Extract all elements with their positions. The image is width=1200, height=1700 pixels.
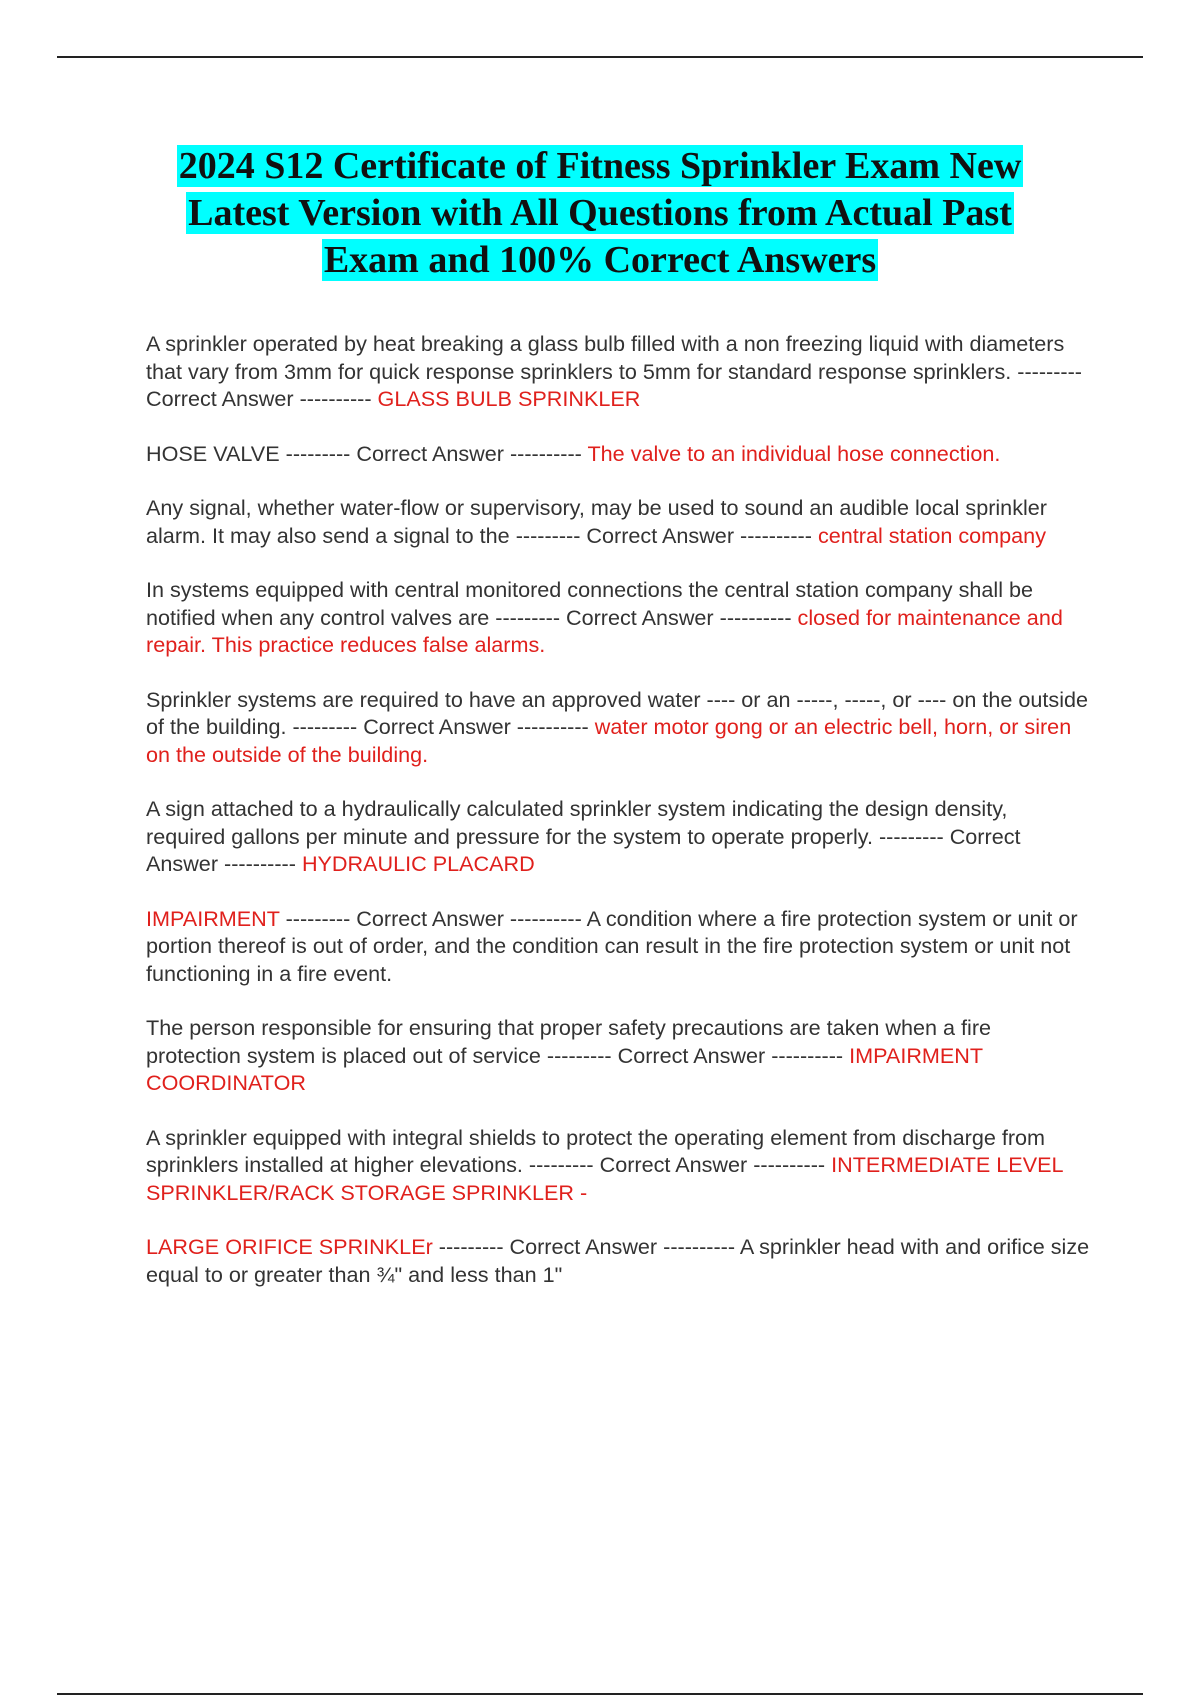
question-separator: --------- bbox=[528, 1152, 594, 1177]
question-text: A sign attached to a hydraulically calculated sprinkler system indicating the design density, required gallons per minute and pressure for the system to operate properly. bbox=[146, 796, 1008, 849]
correct-answer-label: Correct Answer bbox=[356, 440, 504, 466]
answer-separator: ---------- bbox=[753, 1152, 826, 1177]
title-highlight: 2024 S12 Certificate of Fitness Sprinkler Exam New Latest Version with All Questions from Actual Past Exam and 100% Correct Answers bbox=[178, 145, 1022, 281]
bottom-rule bbox=[57, 1693, 1143, 1695]
answer-separator: ---------- bbox=[740, 522, 812, 548]
qa-item bbox=[146, 494, 1090, 549]
answer-text: GLASS BULB SPRINKLER bbox=[377, 386, 641, 411]
question-text: HOSE VALVE bbox=[146, 440, 280, 466]
correct-answer-label: Correct Answer bbox=[566, 604, 714, 630]
answer-separator: ---------- bbox=[224, 851, 296, 876]
correct-answer-label: Correct Answer bbox=[586, 522, 735, 548]
qa-item bbox=[146, 1124, 1090, 1207]
answer-text: water motor gong or an electric bell, horn, or siren on the outside of the building. bbox=[146, 714, 1072, 767]
answer-separator: ---------- bbox=[509, 905, 582, 931]
question-separator: --------- bbox=[285, 440, 351, 466]
qa-item bbox=[146, 330, 1090, 413]
question-separator: --------- bbox=[292, 714, 358, 739]
answer-separator: ---------- bbox=[663, 1234, 736, 1259]
question-separator: --------- bbox=[438, 1234, 504, 1259]
answer-text: IMPAIRMENT COORDINATOR bbox=[146, 1042, 983, 1095]
question-text: Sprinkler systems are required to have an approved water ---- or an -----, -----, or ---- on the outside of the building. bbox=[146, 686, 1089, 739]
qa-item bbox=[146, 795, 1090, 878]
answer-text: INTERMEDIATE LEVEL SPRINKLER/RACK STORAGE SPRINKLER - bbox=[146, 1152, 1063, 1205]
correct-answer-label: Correct Answer bbox=[146, 386, 294, 411]
answer-text: HYDRAULIC PLACARD bbox=[301, 851, 535, 876]
correct-answer-label: Correct Answer bbox=[356, 905, 504, 931]
question-separator: --------- bbox=[1017, 358, 1082, 384]
top-rule bbox=[57, 56, 1143, 58]
question-separator: --------- bbox=[285, 905, 351, 931]
qa-item bbox=[146, 1014, 1090, 1097]
correct-answer-label: Correct Answer bbox=[599, 1152, 748, 1177]
qa-list bbox=[146, 330, 1090, 1315]
qa-item bbox=[146, 576, 1090, 659]
question-text: In systems equipped with central monitored connections the central station company shall be notified when any control valves are bbox=[146, 577, 1034, 630]
answer-text: A sprinkler head with and orifice size equal to or greater than ¾" and less than 1" bbox=[146, 1234, 1090, 1287]
answer-text: central station company bbox=[817, 522, 1046, 548]
answer-text: A condition where a fire protection system or unit or portion thereof is out of order, and the condition can result in the fire protection system or unit not functioning in a fire event. bbox=[146, 905, 1078, 986]
question-text: The person responsible for ensuring that proper safety precautions are taken when a fire protection system is placed out of service bbox=[146, 1015, 992, 1068]
question-separator: --------- bbox=[495, 604, 561, 630]
question-separator: --------- bbox=[515, 522, 581, 548]
question-text: LARGE ORIFICE SPRINKLEr bbox=[146, 1234, 433, 1259]
page-title bbox=[150, 143, 1050, 284]
question-text: A sprinkler operated by heat breaking a glass bulb filled with a non freezing liquid with diameters that vary from 3mm for quick response sprinklers to 5mm for standard response sprinklers. bbox=[146, 331, 1065, 384]
answer-separator: ---------- bbox=[719, 604, 792, 630]
qa-item bbox=[146, 905, 1090, 988]
question-text: Any signal, whether water-flow or supervisory, may be used to sound an audible local sprinkler alarm. It may also send a signal to the bbox=[146, 495, 1047, 548]
answer-separator: ---------- bbox=[516, 714, 589, 739]
correct-answer-label: Correct Answer bbox=[617, 1042, 766, 1068]
question-text: A sprinkler equipped with integral shields to protect the operating element from discharge from sprinklers installed at higher elevations. bbox=[146, 1124, 1046, 1177]
qa-item bbox=[146, 686, 1090, 769]
question-separator: --------- bbox=[878, 823, 944, 849]
answer-text: The valve to an individual hose connection. bbox=[587, 440, 1001, 466]
answer-text: closed for maintenance and repair. This practice reduces false alarms. bbox=[146, 604, 1063, 657]
question-text: IMPAIRMENT bbox=[146, 905, 280, 931]
correct-answer-label: Correct Answer bbox=[363, 714, 511, 739]
correct-answer-label: Correct Answer bbox=[509, 1234, 658, 1259]
answer-separator: ---------- bbox=[509, 440, 582, 466]
answer-separator: ---------- bbox=[771, 1042, 844, 1068]
qa-item bbox=[146, 1233, 1090, 1288]
document-title bbox=[150, 143, 1050, 284]
question-separator: --------- bbox=[546, 1042, 612, 1068]
qa-item bbox=[146, 440, 1090, 468]
correct-answer-label: Correct Answer bbox=[146, 823, 1021, 876]
answer-separator: ---------- bbox=[299, 386, 372, 411]
